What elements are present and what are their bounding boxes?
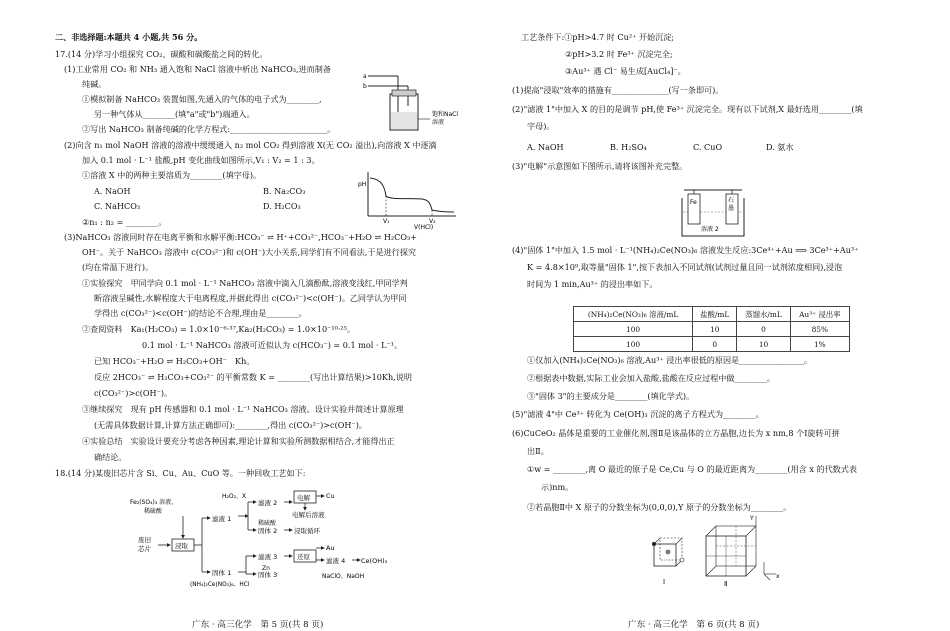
- right-line: (5)"滤液 4"中 Ce³⁺ 转化为 Ce(OH)₃ 沉淀的离子方程式为________。: [512, 409, 764, 419]
- right-line: (6)CuCeO₂ 晶体是重要的工业催化剂,图Ⅱ是该晶体的立方晶胞,边长为 x nm,8 个Ⅰ旋转可拼: [512, 428, 840, 438]
- table-cell: 1%: [790, 337, 849, 352]
- crystal-x-axis: x: [776, 573, 780, 580]
- left-line: 加入 0.1 mol · L⁻¹ 盐酸,pH 变化曲线如图所示,V₁ : V₂ = 1 : 3。: [82, 155, 320, 165]
- right-line: (1)提高"浸取"效率的措施有______________(写一条即可)。: [512, 85, 724, 95]
- electrolysis-cell-figure: [678, 184, 748, 240]
- table-row: [574, 322, 850, 337]
- flow-ceoh3: Ce(OH)₃: [361, 557, 388, 565]
- left-line: (均在常温下进行)。: [82, 262, 154, 272]
- flow-filtrate-1: 滤液 1: [212, 515, 232, 523]
- left-line: 已知 HCO₃⁻+H₂O ⇌ H₂CO₃+OH⁻ Kh。: [94, 356, 255, 366]
- apparatus-b-label: b: [363, 83, 367, 90]
- left-line: ①模拟制备 NaHCO₃ 装置如图,先通入的气体的电子式为________,: [82, 94, 322, 104]
- left-line: ②n₁ : n₂ = ________。: [82, 217, 167, 227]
- left-line: 断溶液呈碱性,水解程度大于电离程度,并据此得出 c(CO₃²⁻)<c(OH⁻)。乙同学认为甲同: [94, 293, 407, 303]
- flow-electrolysis-box: 电解: [297, 494, 310, 502]
- left-line: ②查阅资料 Ka₁(H₂CO₃) = 1.0×10⁻⁶·³⁷,Ka₂(H₂CO₃) = 1.0×10⁻¹⁰·²⁵。: [82, 324, 356, 334]
- nahco3-apparatus-figure: [360, 64, 470, 134]
- left-line: (无需具体数据计算,计算方法正确即可):________,得出 c(CO₃²⁻)>c(OH⁻)。: [94, 420, 367, 430]
- flow-filtrate-3: 滤液 3: [258, 553, 278, 561]
- left-line: ①实验探究 甲同学向 0.1 mol · L⁻¹ NaHCO₃ 溶液中滴入几滴酚酞,溶液变浅红,甲同学判: [82, 278, 408, 288]
- apparatus-label-1: 饱和: [432, 111, 445, 118]
- cell-solution-label: 溶液 2: [701, 226, 719, 233]
- flow-cu: Cu: [326, 492, 335, 500]
- cell-fe-label: Fe: [690, 199, 697, 206]
- flow-dilute-h2so4: 稀硫酸: [258, 520, 277, 527]
- table-header-row: [574, 307, 850, 322]
- right-page-footer: 广东 · 高三化学 第 6 页(共 8 页): [628, 620, 760, 630]
- table-cell: 10: [737, 337, 790, 352]
- v1-label: V₁: [383, 218, 390, 225]
- right-line: ②根据表中数据,实际工业会加入盐酸,盐酸在反应过程中做________。: [527, 373, 775, 383]
- crystal-y-label: Y: [750, 515, 754, 522]
- table-cell: 85%: [790, 322, 849, 337]
- ph-axis-label: pH: [358, 181, 367, 188]
- right-line: ③"固体 3"的主要成分是________(填化学式)。: [527, 391, 695, 401]
- flow-solid-2: 固体 2: [258, 527, 278, 535]
- flow-feed-1: 废旧: [138, 536, 151, 544]
- crystal-label-i: Ⅰ: [663, 578, 666, 586]
- left-page-footer: 广东 · 高三化学 第 5 页(共 8 页): [192, 620, 324, 630]
- left-line: 0.1 mol · L⁻¹ NaHCO₃ 溶液可近似认为 c(HCO₃⁻) = 0.1 mol · L⁻¹。: [142, 340, 403, 350]
- crystal-cells-figure: [648, 515, 788, 590]
- flow-feed-2: 芯片: [138, 545, 151, 553]
- flow-recycle: 浸取循环: [294, 527, 320, 535]
- right-line: (4)"固体 1"中加入 1.5 mol · L⁻¹(NH₄)₂Ce(NO₃)₆ 溶液发生反应:3Ce⁴⁺+Au ⟹ 3Ce³⁺+Au³⁺: [512, 245, 859, 255]
- table-header-cell: 盐酸/mL: [693, 307, 737, 322]
- flow-reduce-box: 还原: [297, 553, 310, 561]
- left-line: ②写出 NaHCO₃ 制备纯碱的化学方程式:________________________。: [82, 124, 336, 134]
- left-line: ③继续探究 现有 pH 传感器和 0.1 mol · L⁻¹ NaHCO₃ 溶液。设计实验并简述计算原理: [82, 404, 404, 414]
- right-line: D. 氨水: [766, 142, 794, 152]
- left-line: 学得出 c(CO₃²⁻)<c(OH⁻)的结论不合理,理由是________。: [94, 308, 307, 318]
- apparatus-label-2: NaCl: [444, 111, 459, 118]
- table-row: [574, 337, 850, 352]
- left-line: ①溶液 X 中的两种主要溶质为________(填字母)。: [82, 170, 262, 180]
- table-cell: 10: [693, 322, 737, 337]
- flow-au: Au: [326, 544, 335, 552]
- left-line: 18.(14 分)某废旧芯片含 Si、Cu、Au、CuO 等。一种回收工艺如下:: [55, 468, 306, 478]
- left-line: 确结论。: [94, 452, 127, 462]
- crystal-label-ii: Ⅱ: [724, 580, 728, 588]
- right-line: ①仅加入(NH₄)₂Ce(NO₃)₆ 溶液,Au³⁺ 浸出率很低的原因是________________。: [527, 355, 812, 365]
- flow-filtrate-2: 滤液 2: [258, 499, 278, 507]
- right-line: 示)nm。: [541, 482, 574, 492]
- left-line: A. NaOH: [94, 186, 131, 196]
- cell-graphite-label-2: 墨: [728, 205, 735, 212]
- left-line: ④实验总结 实验设计要充分考虑各种因素,理论计算和实验所测数据相结合,才能得出正: [82, 436, 395, 446]
- table-cell: 0: [737, 322, 790, 337]
- flow-h2o2: H₂O₂、X: [222, 493, 247, 500]
- apparatus-label-3: 溶液: [432, 119, 445, 126]
- right-line: ②若晶胞Ⅱ中 X 原子的分数坐标为(0,0,0),Y 原子的分数坐标为________。: [527, 502, 792, 512]
- leach-rate-table: [573, 306, 850, 352]
- left-line: OH⁻。关于 NaHCO₃ 溶液中 c(CO₃²⁻)和 c(OH⁻)大小关系,同学们有不同看法,于是进行探究: [82, 247, 417, 257]
- left-line: (2)向含 n₁ mol NaOH 溶液的溶液中缓缓通入 n₂ mol CO₂ 得到溶液 X(无 CO₂ 溢出),向溶液 X 中逐滴: [64, 140, 437, 150]
- right-line: C. CuO: [693, 142, 723, 152]
- left-line: C. NaHCO₃: [94, 201, 141, 211]
- flow-leach-box: 浸取: [175, 542, 188, 550]
- flow-after-electrolysis: 电解后溶液: [292, 511, 325, 519]
- right-line: 出Ⅱ。: [527, 446, 549, 456]
- right-line: 字母)。: [527, 121, 555, 131]
- right-line: ①w = ________,离 O 最近的原子是 Ce,Cu 与 O 的最近距离为________(用含 x 的代数式表: [527, 464, 857, 474]
- right-line: ②pH>3.2 时 Fe³⁺ 沉淀完全;: [565, 49, 673, 59]
- left-line: D. H₂CO₃: [263, 201, 301, 211]
- table-header-cell: Au³⁺ 浸出率: [790, 307, 849, 322]
- table-cell: 100: [574, 337, 693, 352]
- right-line: 工艺条件下:①pH>4.7 时 Cu²⁺ 开始沉淀;: [521, 32, 675, 42]
- cell-graphite-label-1: 石: [728, 197, 735, 204]
- recycling-flowchart: [130, 488, 390, 588]
- right-line: A. NaOH: [527, 142, 564, 152]
- table-cell: 100: [574, 322, 693, 337]
- table-header-cell: 蒸馏水/mL: [737, 307, 790, 322]
- flow-solid-1: 固体 1: [212, 569, 232, 577]
- right-line: 时间为 1 min,Au³⁺ 的浸出率如下。: [527, 279, 658, 289]
- left-line: 另一种气体从________(填"a"或"b")端通入。: [94, 109, 255, 119]
- flow-ce-reagent: (NH₄)₂Ce(NO₃)₆、HCl: [190, 582, 250, 588]
- table-cell: 0: [693, 337, 737, 352]
- right-line: B. H₂SO₄: [610, 142, 647, 152]
- vhcl-axis-label: V(HCl): [414, 224, 434, 231]
- right-line: K = 4.8×10⁹,取等量"固体 1",按下表加入不同试剂(试剂过量且同一试剂浓度相同),浸泡: [527, 262, 843, 272]
- left-line: (1)工业常用 CO₂ 和 NH₃ 通入饱和 NaCl 溶液中析出 NaHCO₃,进而制备: [64, 64, 331, 74]
- flow-naclo: NaClO、NaOH: [322, 573, 365, 580]
- flow-zn: Zn: [262, 565, 270, 572]
- left-line: 反应 2HCO₃⁻ ⇌ H₂CO₃+CO₃²⁻ 的平衡常数 K = ________(写出计算结果)>10Kh,说明: [94, 372, 412, 382]
- right-line: (2)"滤液 1"中加入 X 的目的是调节 pH,使 Fe³⁺ 沉淀完全。现有以下试剂,X 最好选用________(填: [512, 104, 863, 114]
- left-line: B. Na₂CO₃: [263, 186, 306, 196]
- left-line: 纯碱。: [82, 79, 107, 89]
- left-line: (3)NaHCO₃ 溶液同时存在电离平衡和水解平衡:HCO₃⁻ ⇌ H⁺+CO₃²⁻,HCO₃⁻+H₂O ⇌ H₂CO₃+: [64, 232, 418, 242]
- v2-label: V₂: [429, 218, 436, 225]
- flow-filtrate-4: 滤液 4: [326, 557, 346, 565]
- flow-reagent-2: 稀硫酸: [144, 508, 163, 515]
- flow-reagent-1: Fe₂(SO₄)₃ 溶液、: [130, 499, 178, 506]
- right-line: ③Au³⁺ 遇 Cl⁻ 易生成[AuCl₄]⁻。: [565, 66, 686, 76]
- left-line: 二、非选择题:本题共 4 小题,共 56 分。: [55, 32, 203, 42]
- flow-solid-3: 固体 3: [258, 571, 278, 579]
- table-header-cell: (NH₄)₂Ce(NO₃)₆ 溶液/mL: [574, 307, 693, 322]
- left-line: 17.(14 分)学习小组探究 CO₂、碳酸和碳酸盐之间的转化。: [55, 49, 268, 59]
- right-line: (3)"电解"示意图如下图所示,请将该图补充完整。: [512, 161, 688, 171]
- apparatus-a-label: a: [363, 73, 367, 80]
- left-line: c(CO₃²⁻)>c(OH⁻)。: [94, 388, 173, 398]
- ph-curve-figure: [350, 168, 470, 230]
